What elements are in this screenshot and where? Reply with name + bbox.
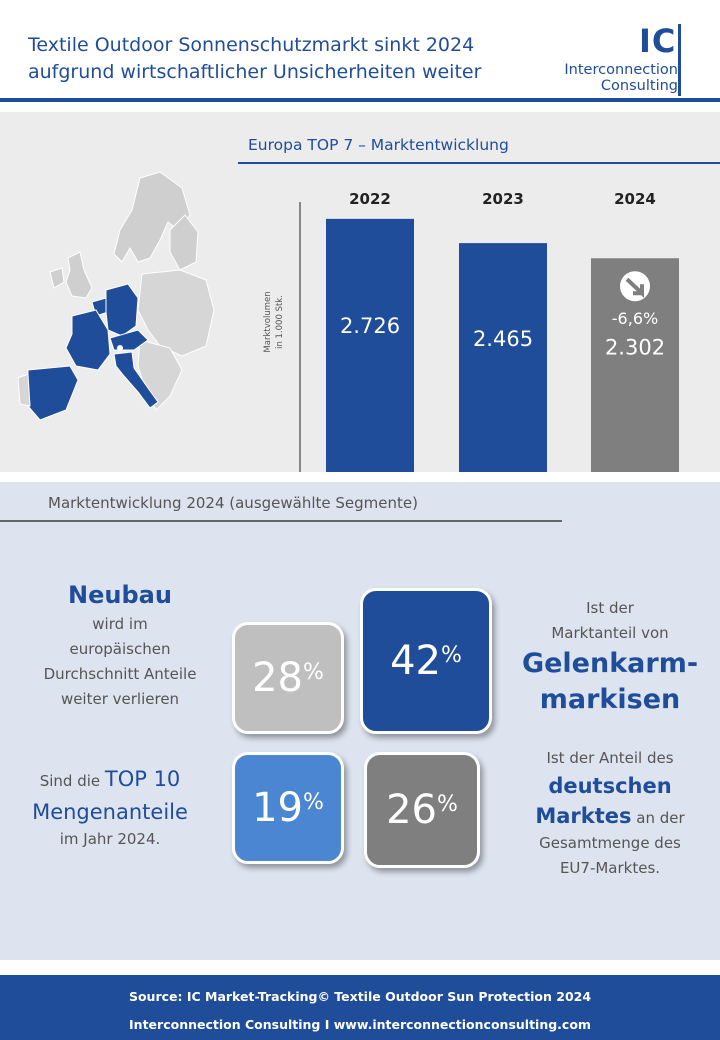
category-label-2023: 2023 [482,190,524,208]
gelenkarm-big-2: markisen [539,684,681,715]
map-uk [66,252,92,298]
value-label-2024: 2.302 [604,335,666,360]
y-axis-label [263,291,285,352]
logo-line-2: Consulting [600,78,678,94]
y-axis-label-line-2: in 1.000 Stk. [275,295,285,349]
change-label: -6,6% [611,309,659,329]
top10-prefix: Sind die [39,772,105,790]
segments-section [0,482,720,960]
header [0,0,720,104]
deutsch-line-1: Ist der Anteil des [546,749,674,767]
europe-map [10,170,220,430]
deutsch-line-3 [510,801,710,831]
footer [0,975,720,1040]
chart-title-divider [238,162,720,164]
y-axis-label-line-1: Marktvolumen [263,291,273,353]
top10-text [10,764,210,852]
neubau-text [20,578,220,712]
title-line-1: Textile Outdoor Sonnenschutzmarkt sinkt 2024 [28,34,475,56]
tile-42-value: 42 [390,638,441,684]
tile-42-percent [360,588,492,734]
tile-26-value: 26 [386,787,437,833]
map-germany [106,284,138,336]
tile-28-value: 28 [252,655,303,701]
bar-2022 [326,219,414,472]
logo-bar [678,24,681,96]
title-line-2: aufgrund wirtschaftlicher Unsicherheiten weiter [28,61,482,83]
logo-line-1: Interconnection [564,62,678,78]
tile-26-percent [364,752,480,868]
map-highlight-point [117,345,123,351]
deutsch-big-2: Marktes [535,804,632,828]
tile-19-percent [232,752,344,864]
map-portugal [18,374,30,406]
top10-line-2: Mengenanteile [32,800,188,824]
deutsch-big-1: deutschen [548,774,672,798]
neubau-line-1: wird im [92,615,148,633]
neubau-heading: Neubau [68,581,172,609]
segments-title: Marktentwicklung 2024 (ausgewählte Segmente) [48,494,418,512]
map-spain [28,366,78,420]
logo-ic-text: IC [639,22,677,60]
neubau-line-3: Durchschnitt Anteile [43,665,197,683]
tile-28-percent [232,622,344,734]
market-overview-section [0,112,720,472]
gelenkarm-text [510,596,710,718]
map-france [66,310,110,370]
tile-19-value: 19 [252,785,303,831]
top10-line-3: im Jahr 2024. [59,830,161,848]
company-logo [548,24,698,96]
chart-title: Europa TOP 7 – Marktentwicklung [248,136,509,154]
bar-chart [240,172,710,474]
segments-divider [0,520,562,522]
page-title [28,32,528,86]
deutsch-line-4: Gesamtmenge des [539,834,681,852]
value-label-2023: 2.465 [472,327,534,352]
top10-emphasis: TOP 10 [104,767,181,791]
header-divider [0,98,720,102]
top10-line-1 [10,764,210,797]
deutsch-line-5: EU7-Marktes. [559,859,661,877]
value-label-2022: 2.726 [339,313,401,338]
gelenkarm-big-1: Gelenkarm- [521,648,699,679]
company-text: Interconnection Consulting I www.interconnectionconsulting.com [129,1017,591,1032]
gelenkarm-line-1: Ist der [586,599,634,617]
tile-28-unit: % [303,660,324,685]
source-text: Source: IC Market-Tracking© Textile Outdoor Sun Protection 2024 [128,989,592,1004]
tile-42-unit: % [441,643,462,668]
gelenkarm-line-2: Marktanteil von [551,624,669,642]
deutsch-line-3-rest: an der [631,809,685,827]
category-label-2022: 2022 [349,190,391,208]
neubau-line-2: europäischen [69,640,171,658]
deutsch-text [510,746,710,881]
tile-19-unit: % [303,790,324,815]
map-ireland [50,268,64,288]
bar-2023 [459,243,547,472]
category-label-2024: 2024 [614,190,656,208]
neubau-line-4: weiter verlieren [60,690,180,708]
tile-26-unit: % [437,792,458,817]
